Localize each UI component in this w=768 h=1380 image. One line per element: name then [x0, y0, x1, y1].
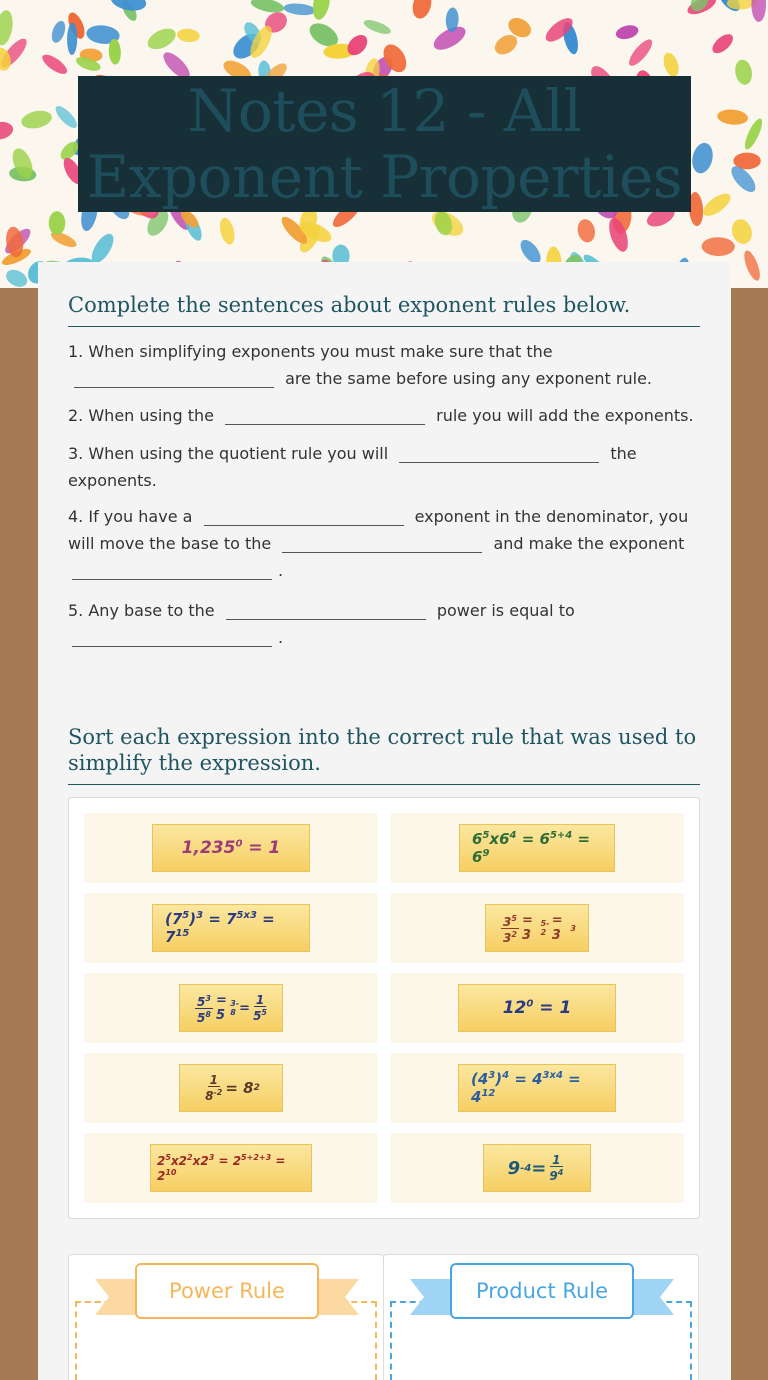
leaf-shape	[217, 216, 237, 246]
leaf-shape	[362, 17, 392, 37]
card-slot	[390, 1133, 684, 1203]
leaf-shape	[751, 0, 766, 22]
blank-q4a[interactable]	[204, 508, 404, 526]
expression-card-1235-zero[interactable]: $1,235^0 = 1$	[152, 824, 310, 872]
leaf-shape	[701, 237, 735, 256]
leaf-shape	[67, 23, 78, 56]
leaf-shape	[3, 266, 30, 290]
section-heading-complete: Complete the sentences about exponent rules below.	[68, 292, 700, 327]
blank-q3[interactable]	[399, 445, 599, 463]
expression-card-2-product[interactable]: $2^5x2^2x2^3 = 2^{5+2+3} = 2^{10}$	[150, 1144, 312, 1192]
leaf-shape	[39, 51, 70, 77]
leaf-shape	[575, 217, 597, 244]
question-3: 3. When using the quotient rule you will the exponents.	[68, 444, 637, 490]
card-slot	[390, 973, 684, 1043]
card-slot	[84, 973, 378, 1043]
decorative-leaf-header	[0, 0, 768, 290]
leaf-shape	[661, 51, 682, 79]
leaf-shape	[0, 9, 15, 47]
leaf-shape	[49, 211, 66, 235]
power-rule-label: Power Rule	[135, 1263, 319, 1319]
blank-q2[interactable]	[225, 407, 425, 425]
section-heading-sort: Sort each expression into the correct rule that was used to simplify the expression.	[68, 724, 700, 785]
blank-q1[interactable]	[74, 370, 274, 388]
leaf-shape	[729, 217, 755, 247]
card-slot	[84, 1133, 378, 1203]
question-4: 4. If you have a exponent in the denominator, you will move the base to the and make the exponent .	[68, 507, 689, 580]
expression-card-5-negative[interactable]: $\frac{5^3}{5^8}$ = 5 3-8 = $\frac{1}{5^5}$	[179, 984, 283, 1032]
expression-card-9-negative[interactable]: 9 -4 = $\frac{1}{9^4}$	[483, 1144, 591, 1192]
leaf-shape	[310, 0, 332, 21]
leaf-shape	[49, 19, 68, 44]
card-slot	[84, 813, 378, 883]
blank-q4c[interactable]	[72, 562, 272, 580]
card-slot	[84, 1053, 378, 1123]
question-2: 2. When using the rule you will add the exponents.	[68, 406, 694, 425]
leaf-shape	[410, 0, 434, 21]
blank-q5b[interactable]	[72, 629, 272, 647]
leaf-shape	[283, 2, 316, 17]
card-slot	[390, 893, 684, 963]
leaf-shape	[741, 249, 763, 283]
title-banner	[78, 76, 691, 212]
question-1: 1. When simplifying exponents you must make sure that the are the same before using any exponent rule.	[68, 342, 652, 388]
card-slot	[390, 813, 684, 883]
blank-q5a[interactable]	[226, 602, 426, 620]
power-rule-bucket[interactable]	[68, 1254, 384, 1380]
expression-card-7-power[interactable]: $(7^5)^3 = 7^{5x3} = 7^{15}$	[152, 904, 310, 952]
page-title: Notes 12 - All Exponent Properties	[86, 77, 683, 211]
product-rule-bucket[interactable]	[383, 1254, 699, 1380]
question-5: 5. Any base to the power is equal to .	[68, 601, 575, 647]
leaf-shape	[0, 120, 15, 142]
leaf-shape	[689, 141, 715, 175]
expression-card-12-zero[interactable]: $12^0 = 1$	[458, 984, 616, 1032]
leaf-shape	[20, 108, 54, 131]
expression-card-4-power[interactable]: $(4^3)^4 = 4^{3x4} = 4^{12}$	[458, 1064, 616, 1112]
expression-card-8-negative[interactable]: $\frac{1}{8^{-2}}$ = 8 2	[179, 1064, 283, 1112]
leaf-shape	[625, 36, 655, 69]
leaf-shape	[614, 23, 639, 41]
sorting-pool	[68, 797, 700, 1219]
leaf-shape	[709, 31, 736, 57]
leaf-shape	[733, 58, 754, 86]
product-rule-label: Product Rule	[450, 1263, 634, 1319]
card-slot	[390, 1053, 684, 1123]
leaf-shape	[176, 28, 200, 43]
card-slot	[84, 893, 378, 963]
leaf-shape	[700, 190, 735, 221]
leaf-shape	[144, 24, 179, 53]
blank-q4b[interactable]	[282, 535, 482, 553]
leaf-shape	[717, 108, 749, 126]
leaf-shape	[52, 103, 80, 131]
expression-card-3-quotient[interactable]: $\frac{3^5}{3^2}$ = 3 5-2 = 3 3	[485, 904, 589, 952]
expression-card-6-product[interactable]: $6^5x6^4 = 6^{5+4} = 6^9$	[459, 824, 615, 872]
